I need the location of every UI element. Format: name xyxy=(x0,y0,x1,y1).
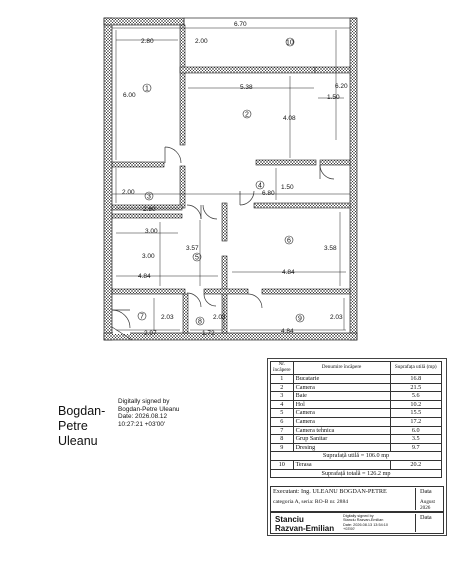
room-number: 3 xyxy=(147,193,151,201)
date-label: Data xyxy=(420,488,432,495)
dim-label: 2.03 xyxy=(330,314,343,321)
signature-date: Date: 2026.08.13 13:54:10 xyxy=(343,522,388,527)
cell-area: 16.8 xyxy=(390,375,441,384)
room-number: 7 xyxy=(140,313,144,321)
dim-label: 4.84 xyxy=(138,273,151,280)
cell-nr: 1 xyxy=(271,375,294,384)
cell-area: 21.5 xyxy=(390,383,441,392)
dim-label: 4.84 xyxy=(281,328,294,335)
dim-label: 3.58 xyxy=(324,245,337,252)
dim-label: 3.57 xyxy=(186,245,199,252)
cell-nr: 5 xyxy=(271,409,294,418)
verifier-name-line: Razvan-Emilian xyxy=(275,524,335,533)
cell-name: Baie xyxy=(293,392,390,401)
table-row xyxy=(271,417,442,426)
legend-header-row xyxy=(271,362,442,375)
dim-label: 2.00 xyxy=(195,38,208,45)
room-number: 2 xyxy=(245,111,249,119)
executant-category: categoria A, seria: RO-B nr. 2884 xyxy=(273,499,349,505)
executant-name: Executant: Ing. ULEANU BOGDAN-PETRE xyxy=(273,488,387,495)
dim-label: 3.00 xyxy=(145,228,158,235)
table-row xyxy=(271,400,442,409)
dim-label: 2.80 xyxy=(143,206,156,213)
room-number: 5 xyxy=(195,254,199,262)
cell-nr: 7 xyxy=(271,426,294,435)
date-label: Data xyxy=(420,514,432,521)
interior-walls xyxy=(112,25,350,333)
table-row xyxy=(271,383,442,392)
signer-name-line: Petre Uleanu xyxy=(58,419,98,448)
signature-details xyxy=(118,398,228,428)
room-number: 8 xyxy=(198,318,202,326)
cell-name: Hol xyxy=(293,400,390,409)
cell-area: 10.2 xyxy=(390,400,441,409)
verifier-block xyxy=(270,512,444,534)
table-row xyxy=(271,392,442,401)
dim-label: 5.38 xyxy=(240,84,253,91)
dim-label: 2.03 xyxy=(161,314,174,321)
verifier-name-line: Stanciu xyxy=(275,515,304,524)
table-row xyxy=(271,435,442,444)
table-row xyxy=(271,443,442,452)
room-number: 1 xyxy=(145,85,149,93)
cell-name: Camera tehnica xyxy=(293,426,390,435)
signature-line: Stanciu Razvan-Emilian xyxy=(343,518,384,523)
cell-area: 6.0 xyxy=(390,426,441,435)
signer-name xyxy=(58,404,120,449)
header-name: Denumire încăpere xyxy=(293,362,390,375)
dim-label: 6.00 xyxy=(123,92,136,99)
dim-label: 6.80 xyxy=(262,190,275,197)
cell-name: Grup Sanitar xyxy=(293,435,390,444)
cell-area: 9.7 xyxy=(390,443,441,452)
signature-date: Date: 2026.08.12 xyxy=(118,413,168,421)
signer-name-line: Bogdan- xyxy=(58,404,106,418)
dim-label: 2.80 xyxy=(141,38,154,45)
signature-time: +03'00' xyxy=(343,526,356,531)
room-number: 9 xyxy=(298,315,302,323)
signature-line: Digitally signed by xyxy=(343,514,374,518)
table-row xyxy=(271,409,442,418)
room-markers xyxy=(138,38,304,325)
total-area-row xyxy=(271,469,442,478)
dim-label: 2.00 xyxy=(122,189,135,196)
room-legend-table xyxy=(270,361,442,478)
cell-area: 17.2 xyxy=(390,417,441,426)
cell-area: 3.5 xyxy=(390,435,441,444)
table-row xyxy=(271,460,442,469)
dim-label: 6.20 xyxy=(335,83,348,90)
cell-name: Dresing xyxy=(293,443,390,452)
dim-label: 4.84 xyxy=(282,269,295,276)
cell-area: 5.6 xyxy=(390,392,441,401)
verifier-date-cell xyxy=(415,514,432,532)
signature-line: Digitally signed by xyxy=(118,398,170,405)
verifier-signature-details xyxy=(343,514,388,531)
verifier-name xyxy=(275,515,334,533)
cell-name: Terasa xyxy=(293,460,390,469)
executant-block xyxy=(270,486,444,512)
table-row xyxy=(271,426,442,435)
table-row xyxy=(271,375,442,384)
cell-name: Camera xyxy=(293,383,390,392)
cell-name: Camera xyxy=(293,409,390,418)
room-numbers xyxy=(140,40,302,326)
cell-area: 15.5 xyxy=(390,409,441,418)
header-area: Suprafața utilă (mp) xyxy=(390,362,441,375)
room-number: 4 xyxy=(258,182,262,190)
cell-nr: 3 xyxy=(271,392,294,401)
dim-label: 3.00 xyxy=(142,253,155,260)
cell-nr: 8 xyxy=(271,435,294,444)
total-area: Suprafață totală = 126.2 mp xyxy=(271,469,442,478)
useful-area-total: Suprafață utilă = 106.0 mp xyxy=(271,452,442,461)
date-cell xyxy=(415,488,443,510)
cell-nr: 6 xyxy=(271,417,294,426)
signature-line: Bogdan-Petre Uleanu xyxy=(118,405,180,413)
cell-nr: 4 xyxy=(271,400,294,409)
dim-label: 2.97 xyxy=(144,330,157,337)
cell-nr: 10 xyxy=(271,460,294,469)
terrace-outline xyxy=(184,18,357,25)
dim-label: 1.50 xyxy=(281,184,294,191)
useful-area-row xyxy=(271,452,442,461)
date-value: August 2026 xyxy=(420,499,435,511)
dimension-lines xyxy=(112,28,350,330)
cell-name: Bucatarie xyxy=(293,375,390,384)
dim-label: 6.70 xyxy=(234,21,247,28)
cell-area: 20.2 xyxy=(390,460,441,469)
signature-time: 10:27:21 +03'00' xyxy=(118,420,166,428)
cell-name: Camera xyxy=(293,417,390,426)
dim-label: 1.50 xyxy=(327,94,340,101)
dim-label: 1.72 xyxy=(202,330,215,337)
dim-label: 4.08 xyxy=(283,115,296,122)
header-nr: Nr. încăpere xyxy=(271,362,294,375)
cell-nr: 9 xyxy=(271,443,294,452)
dim-label: 2.03 xyxy=(213,314,226,321)
room-number: 10 xyxy=(286,39,294,47)
cell-nr: 2 xyxy=(271,383,294,392)
room-number: 6 xyxy=(287,237,291,245)
